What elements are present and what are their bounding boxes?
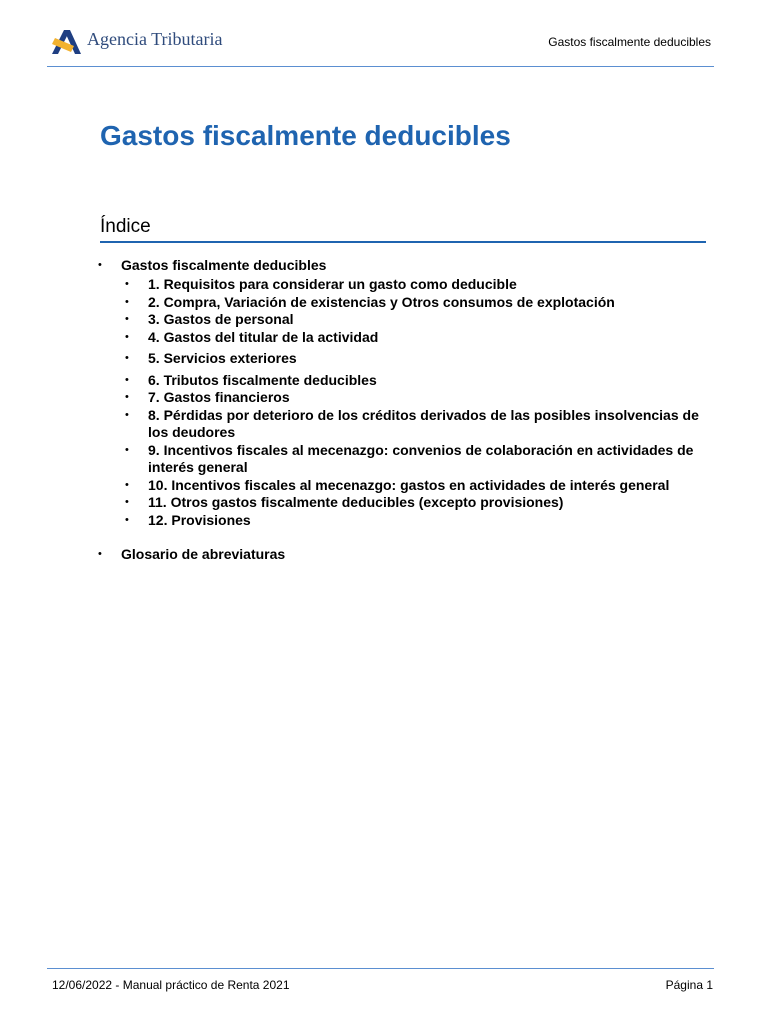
toc-subitem (121, 311, 706, 329)
bullet: • (125, 330, 129, 343)
toc-subitem (121, 389, 706, 407)
index-heading: Índice (100, 216, 706, 243)
bullet: • (125, 278, 129, 290)
footer-page-number: Página 1 (665, 978, 713, 992)
bullet: • (125, 513, 129, 526)
toc-link-otros-gastos[interactable]: 11. Otros gastos fiscalmente deducibles (excepto provisiones) (148, 494, 564, 510)
toc-sublist (121, 276, 706, 529)
toc-link-gastos-titular[interactable]: 4. Gastos del titular de la actividad (148, 328, 379, 345)
page-title: Gastos fiscalmente deducibles (100, 120, 511, 151)
toc-link-gastos-fiscalmente-deducibles[interactable]: Gastos fiscalmente deducibles (121, 257, 327, 273)
bullet: • (125, 443, 129, 456)
bullet: • (125, 295, 129, 308)
bullet: • (98, 548, 102, 560)
toc-subitem (121, 276, 706, 294)
toc-link-mecenazgo-gastos[interactable]: 10. Incentivos fiscales al mecenazgo: gastos en actividades de interés general (148, 476, 670, 493)
toc-section-glosario (100, 545, 706, 563)
toc-link-tributos[interactable]: 6. Tributos fiscalmente deducibles (148, 371, 377, 388)
toc-link-gastos-personal[interactable]: 3. Gastos de personal (148, 311, 294, 327)
bullet: • (125, 496, 129, 508)
toc-subitem (121, 442, 706, 477)
toc-link-perdidas-deterioro[interactable]: 8. Pérdidas por deterioro de los créditos derivados de las posibles insolvencias de los deudores (148, 406, 699, 440)
toc-subitem (121, 512, 706, 530)
toc-subitem (121, 350, 706, 368)
toc-subitem (121, 494, 706, 512)
brand-name: Agencia Tributaria (87, 29, 223, 49)
page-footer (47, 968, 714, 997)
footer-date-and-manual: 12/06/2022 - Manual práctico de Renta 2021 (52, 978, 290, 992)
toc-subitem (121, 329, 706, 347)
bullet: • (125, 313, 129, 325)
toc-link-gastos-financieros[interactable]: 7. Gastos financieros (148, 389, 290, 405)
toc-subitem (121, 407, 706, 442)
bullet: • (125, 373, 129, 386)
bullet: • (125, 408, 129, 421)
toc-link-provisiones[interactable]: 12. Provisiones (148, 511, 251, 528)
toc-section-gastos (100, 256, 706, 529)
toc-link-requisitos[interactable]: 1. Requisitos para considerar un gasto como deducible (148, 276, 517, 292)
toc-link-mecenazgo-convenios[interactable]: 9. Incentivos fiscales al mecenazgo: convenios de colaboración en actividades de interés general (148, 441, 694, 475)
toc-subitem (121, 477, 706, 495)
toc-link-compra-variacion[interactable]: 2. Compra, Variación de existencias y Otros consumos de explotación (148, 293, 615, 310)
agencia-tributaria-logo-icon (50, 26, 83, 56)
toc-link-glosario[interactable]: Glosario de abreviaturas (121, 546, 286, 562)
bullet: • (125, 391, 129, 403)
toc-link-servicios-exteriores[interactable]: 5. Servicios exteriores (148, 350, 297, 366)
bullet: • (125, 352, 129, 364)
header-document-title: Gastos fiscalmente deducibles (548, 35, 711, 49)
toc-subitem (121, 372, 706, 390)
bullet: • (98, 259, 102, 271)
toc-subitem (121, 294, 706, 312)
bullet: • (125, 478, 129, 491)
table-of-contents (100, 256, 706, 563)
page-header (47, 22, 714, 67)
